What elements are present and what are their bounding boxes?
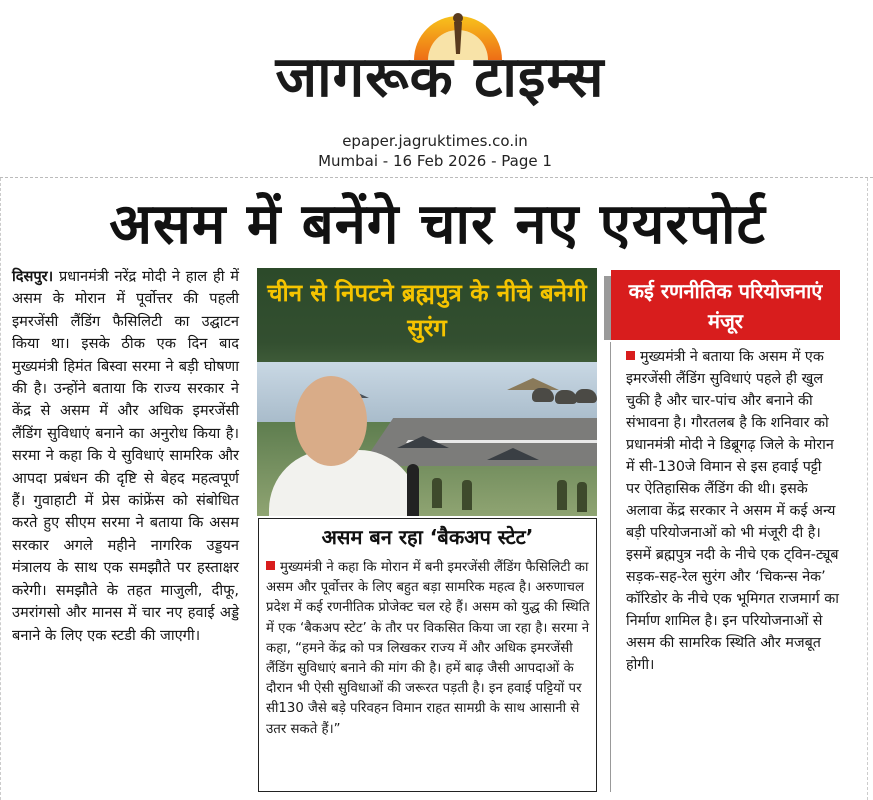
microphone-icon xyxy=(407,464,419,516)
soldier-icon xyxy=(432,478,442,508)
main-headline: असम में बनेंगे चार नए एयरपोर्ट xyxy=(109,192,766,257)
page-edge-left xyxy=(0,178,1,800)
aircraft-icon xyxy=(507,378,559,390)
elephant-icon xyxy=(555,390,577,404)
photo-panel-title: चीन से निपटने ब्रह्मपुत्र के नीचे बनेगी सुरंग xyxy=(267,279,587,342)
dateline: दिसपुर। xyxy=(12,268,54,285)
middle-article-body xyxy=(266,558,592,740)
right-box-title: कई रणनीतिक परियोजनाएं मंजूर xyxy=(611,270,840,340)
soldier-icon xyxy=(557,480,567,510)
right-column-article xyxy=(626,346,840,676)
middle-subheading: असम बन रहा ‘बैकअप स्टेट’ xyxy=(321,525,534,549)
chief-minister-portrait-face xyxy=(295,376,367,466)
elephant-icon xyxy=(532,388,554,402)
soldier-icon xyxy=(462,480,472,510)
masthead-divider xyxy=(0,177,873,178)
news-photo-panel xyxy=(257,268,597,516)
elephant-icon xyxy=(575,389,597,403)
epaper-url[interactable]: epaper.jagruktimes.co.in xyxy=(342,132,528,150)
right-column-text: मुख्यमंत्री ने बताया कि असम में एक इमरजेंसी लैंडिंग सुविधाएं पहले ही खुल चुकी है और चार-पांच और बनाने की संभावना है। गौरतलब है कि शनिवार को प्रधानमंत्री मोदी ने डिब्रूगढ़ जिले के मोरान में सी-130जे विमान से इस हवाई पट्टी पर ऐतिहासिक लैंडिंग की थी। इसके अलावा केंद्र सरकार ने असम में कई अन्य बड़ी परियोजनाओं को भी मंजूरी दी है। इसमें ब्रह्मपुत्र नदी के नीचे एक ट्विन-ट्यूब सड़क-सह-रेल सुरंग और ‘चिकन्स नेक’ कॉरिडोर के नीचे एक भूमिगत राजमार्ग का निर्माण शामिल है। इन परियोजनाओं से असम की सामरिक स्थिति और मजबूत होगी। xyxy=(626,349,839,673)
masthead-logo-text: जागरूक टाइम्स xyxy=(275,45,605,110)
edition-line: Mumbai - 16 Feb 2026 - Page 1 xyxy=(318,152,552,170)
fighter-jet-icon xyxy=(397,436,449,448)
page-edge-right xyxy=(867,178,868,800)
middle-article-text: मुख्यमंत्री ने कहा कि मोरान में बनी इमरजेंसी लैंडिंग फैसिलिटी का असम और पूर्वोत्तर के लिए बहुत बड़ा सामरिक महत्व है। अरुणाचल प्रदेश में कई रणनीतिक प्रोजेक्ट चल रहे हैं। असम को युद्ध की स्थिति में एक ‘बैकअप स्टेट’ के तौर पर विकसित किया जा रहा है। सरमा ने कहा, “हमने केंद्र को पत्र लिखकर राज्य में और अधिक इमरजेंसी लैंडिंग सुविधाएं बनाने की मांग की है। हमें बाढ़ जैसी आपदाओं के दौरान भी ऐसी सुविधाओं की जरूरत पड़ती है। इन हवाई पट्टियों पर सी130 जैसे बड़े परिवहन विमान राहत सामग्री के साथ आसानी से उतर सकते हैं।” xyxy=(266,560,590,737)
soldier-icon xyxy=(577,482,587,512)
left-column-body: प्रधानमंत्री नरेंद्र मोदी ने हाल ही में असम के मोरान में पूर्वोत्तर की पहली इमरजेंसी लैंडिंग फैसिलिटी का उद्घाटन किया था। इसके ठीक एक दिन बाद मुख्यमंत्री हिमंत बिस्वा सरमा ने बड़ी घोषणा की है। उन्होंने बताया कि राज्य सरकार ने केंद्र से असम में और अधिक इमरजेंसी लैंडिंग सुविधाएं बनाने का अनुरोध किया है। सरमा ने कहा कि ये सुविधाएं सामरिक और आपदा प्रबंधन की दृष्टि से बेहद महत्वपूर्ण हैं। गुवाहाटी में प्रेस कांफ्रेंस को संबोधित करते हुए सीएम सरमा ने बताया कि असम सरकार अगले महीने नागरिक उड्डयन मंत्रालय के साथ एक समझौते पर हस्ताक्षर करेगी। समझौते के तहत माजुली, दीफू, उमरांगसो और मानस में चार नए हवाई अड्डे बनाने के लिए एक स्टडी की जाएगी। xyxy=(12,268,239,644)
left-column-article xyxy=(12,266,239,647)
bullet-square-icon xyxy=(626,351,635,360)
fighter-jet-icon xyxy=(487,448,539,460)
right-column-rule xyxy=(610,342,611,792)
bullet-square-icon xyxy=(266,561,275,570)
